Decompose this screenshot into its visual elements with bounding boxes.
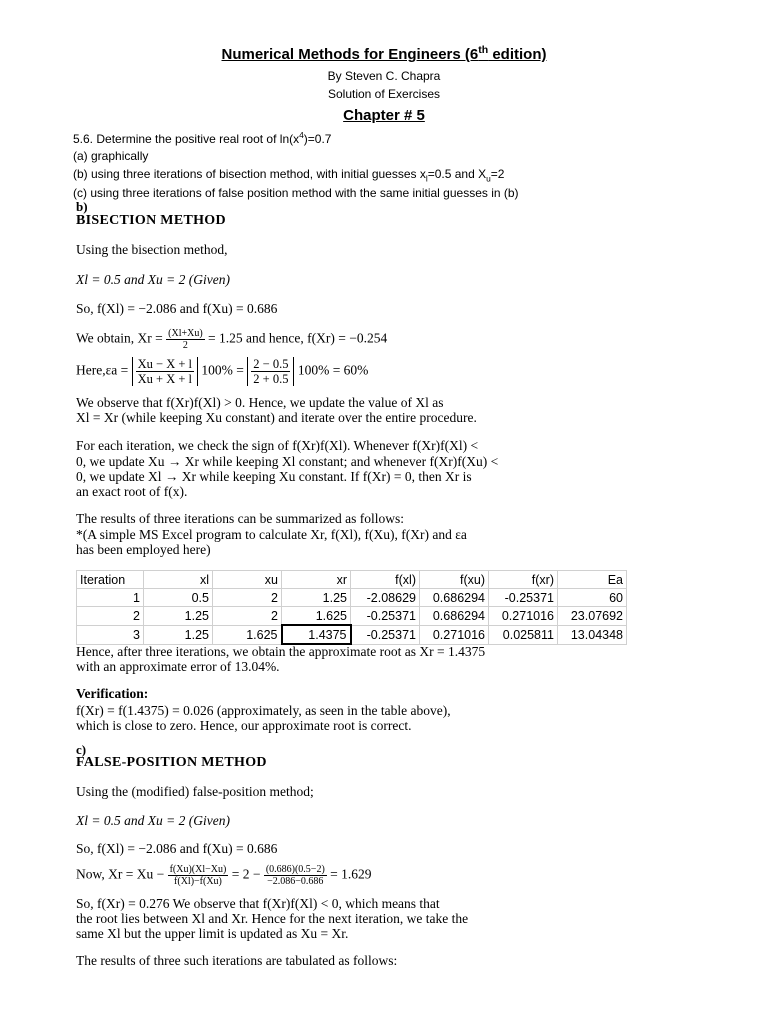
table-cell: -0.25371 [351, 625, 420, 644]
table-row [77, 589, 627, 607]
bisection-obtain: We obtain, Xr = $\frac{(Xl+Xu)}{2}$ = 1.25 and hence, f(Xr) = −0.254 [76, 328, 388, 351]
bisection-each-2: 0, we update Xu → Xr while keeping Xl constant; and whenever f(Xr)f(Xu) < [76, 454, 499, 469]
false-position-so2-1: So, f(Xr) = 0.276 We observe that f(Xr)f(Xl) < 0, which means that [76, 896, 440, 911]
bisection-results-2: *(A simple MS Excel program to calculate Xr, f(Xl), f(Xu), f(Xr) and εa [76, 527, 467, 542]
bisection-hence-2: with an approximate error of 13.04%. [76, 659, 280, 674]
table-header-cell: Ea [558, 571, 627, 589]
table-cell: 2 [213, 589, 282, 607]
bisection-results-table [76, 570, 627, 645]
bisection-results-1: The results of three iterations can be summarized as follows: [76, 511, 405, 526]
table-cell: -0.25371 [351, 607, 420, 626]
table-header-cell: xr [282, 571, 351, 589]
false-position-now: Now, Xr = Xu − $\frac{f(Xu)(Xl-Xu)}{f(Xl)-f(Xu)}$ = 2 − $\frac{(0.686)(0.5-2)}{-2.086-0.686}$ = 1.629 [76, 864, 372, 887]
table-cell: 0.271016 [489, 607, 558, 626]
question-line-1: 5.6. Determine the positive real root of $\ln(x^4)=0.7$ [73, 130, 332, 146]
bisection-hence-1: Hence, after three iterations, we obtain the approximate root as Xr = 1.4375 [76, 644, 486, 659]
question-line-3: (b) using three iterations of bisection method, with initial guesses $x_l=0.5$ and $X_u=2$ [73, 167, 505, 184]
table-cell: -2.08629 [351, 589, 420, 607]
table-cell: 0.686294 [420, 607, 489, 626]
bisection-so: So, f(Xl) = −2.086 and f(Xu) = 0.686 [76, 301, 278, 316]
table-cell: 1.25 [144, 625, 213, 644]
table-cell: 23.07692 [558, 607, 627, 626]
part-c-label: c) [76, 742, 87, 757]
question-line-2: (a) graphically [73, 149, 149, 163]
table-cell: 0.686294 [420, 589, 489, 607]
table-cell: -0.25371 [489, 589, 558, 607]
table-row [77, 607, 627, 626]
table-row [77, 625, 627, 644]
bisection-observe-1: We observe that f(Xr)f(Xl) > 0. Hence, we update the value of Xl as [76, 395, 444, 410]
false-position-given: Xl = 0.5 and Xu = 2 (Given) [76, 813, 230, 828]
bisection-each-4: an exact root of f(x). [76, 484, 188, 499]
document-title: Numerical Methods for Engineers (6th edition) [221, 44, 547, 63]
table-cell: 1.25 [144, 607, 213, 626]
false-position-heading: FALSE-POSITION METHOD [76, 755, 267, 770]
table-cell: 1 [77, 589, 144, 607]
bisection-each-3: 0, we update Xl → Xr while keeping Xu constant. If f(Xr) = 0, then Xr is [76, 469, 472, 484]
bisection-given: Xl = 0.5 and Xu = 2 (Given) [76, 272, 230, 287]
false-position-so2-3: same Xl but the upper limit is updated as Xu = Xr. [76, 926, 349, 941]
question-line-4: (c) using three iterations of false position method with the same initial guesses in (b) [73, 186, 519, 200]
table-header-cell: Iteration [77, 571, 144, 589]
subtitle-line: Solution of Exercises [327, 87, 441, 101]
selected-table-cell[interactable]: 1.4375 [282, 625, 351, 644]
table-cell: 1.625 [282, 607, 351, 626]
table-cell: 2 [77, 607, 144, 626]
false-position-tabulated: The results of three such iterations are tabulated as follows: [76, 953, 398, 968]
table-header-cell: f(xl) [351, 571, 420, 589]
part-b-label: b) [76, 199, 88, 214]
false-position-so: So, f(Xl) = −2.086 and f(Xu) = 0.686 [76, 841, 278, 856]
bisection-intro: Using the bisection method, [76, 242, 228, 257]
table-header-cell: xu [213, 571, 282, 589]
false-position-intro: Using the (modified) false-position method; [76, 784, 314, 799]
verification-line-1: f(Xr) = f(1.4375) = 0.026 (approximately, as seen in the table above), [76, 703, 451, 718]
table-cell: 1.25 [282, 589, 351, 607]
table-cell: 0.271016 [420, 625, 489, 644]
table-header-cell: f(xu) [420, 571, 489, 589]
table-cell: 0.025811 [489, 625, 558, 644]
table-cell: 13.04348 [558, 625, 627, 644]
false-position-so2-2: the root lies between Xl and Xr. Hence for the next iteration, we take the [76, 911, 469, 926]
author-line: By Steven C. Chapra [327, 69, 441, 83]
bisection-observe-2: Xl = Xr (while keeping Xu constant) and iterate over the entire procedure. [76, 410, 477, 425]
table-cell: 60 [558, 589, 627, 607]
table-cell: 3 [77, 625, 144, 644]
table-cell: 2 [213, 607, 282, 626]
table-header-cell: f(xr) [489, 571, 558, 589]
bisection-error-formula: Here,εa = $\frac{Xu - X + l}{Xu + X + l}$ 100% = $\frac{2 - 0.5}{2 + 0.5}$ 100% = 60% [76, 357, 369, 386]
bisection-results-3: has been employed here) [76, 542, 211, 557]
verification-line-2: which is close to zero. Hence, our approximate root is correct. [76, 718, 412, 733]
bisection-each-1: For each iteration, we check the sign of f(Xr)f(Xl). Whenever f(Xr)f(Xl) < [76, 438, 479, 453]
table-cell: 0.5 [144, 589, 213, 607]
table-cell: 1.625 [213, 625, 282, 644]
verification-heading: Verification: [76, 686, 149, 701]
bisection-heading: BISECTION METHOD [76, 213, 226, 228]
chapter-heading: Chapter # 5 [343, 107, 425, 124]
table-header-cell: xl [144, 571, 213, 589]
table-header-row [77, 571, 627, 589]
